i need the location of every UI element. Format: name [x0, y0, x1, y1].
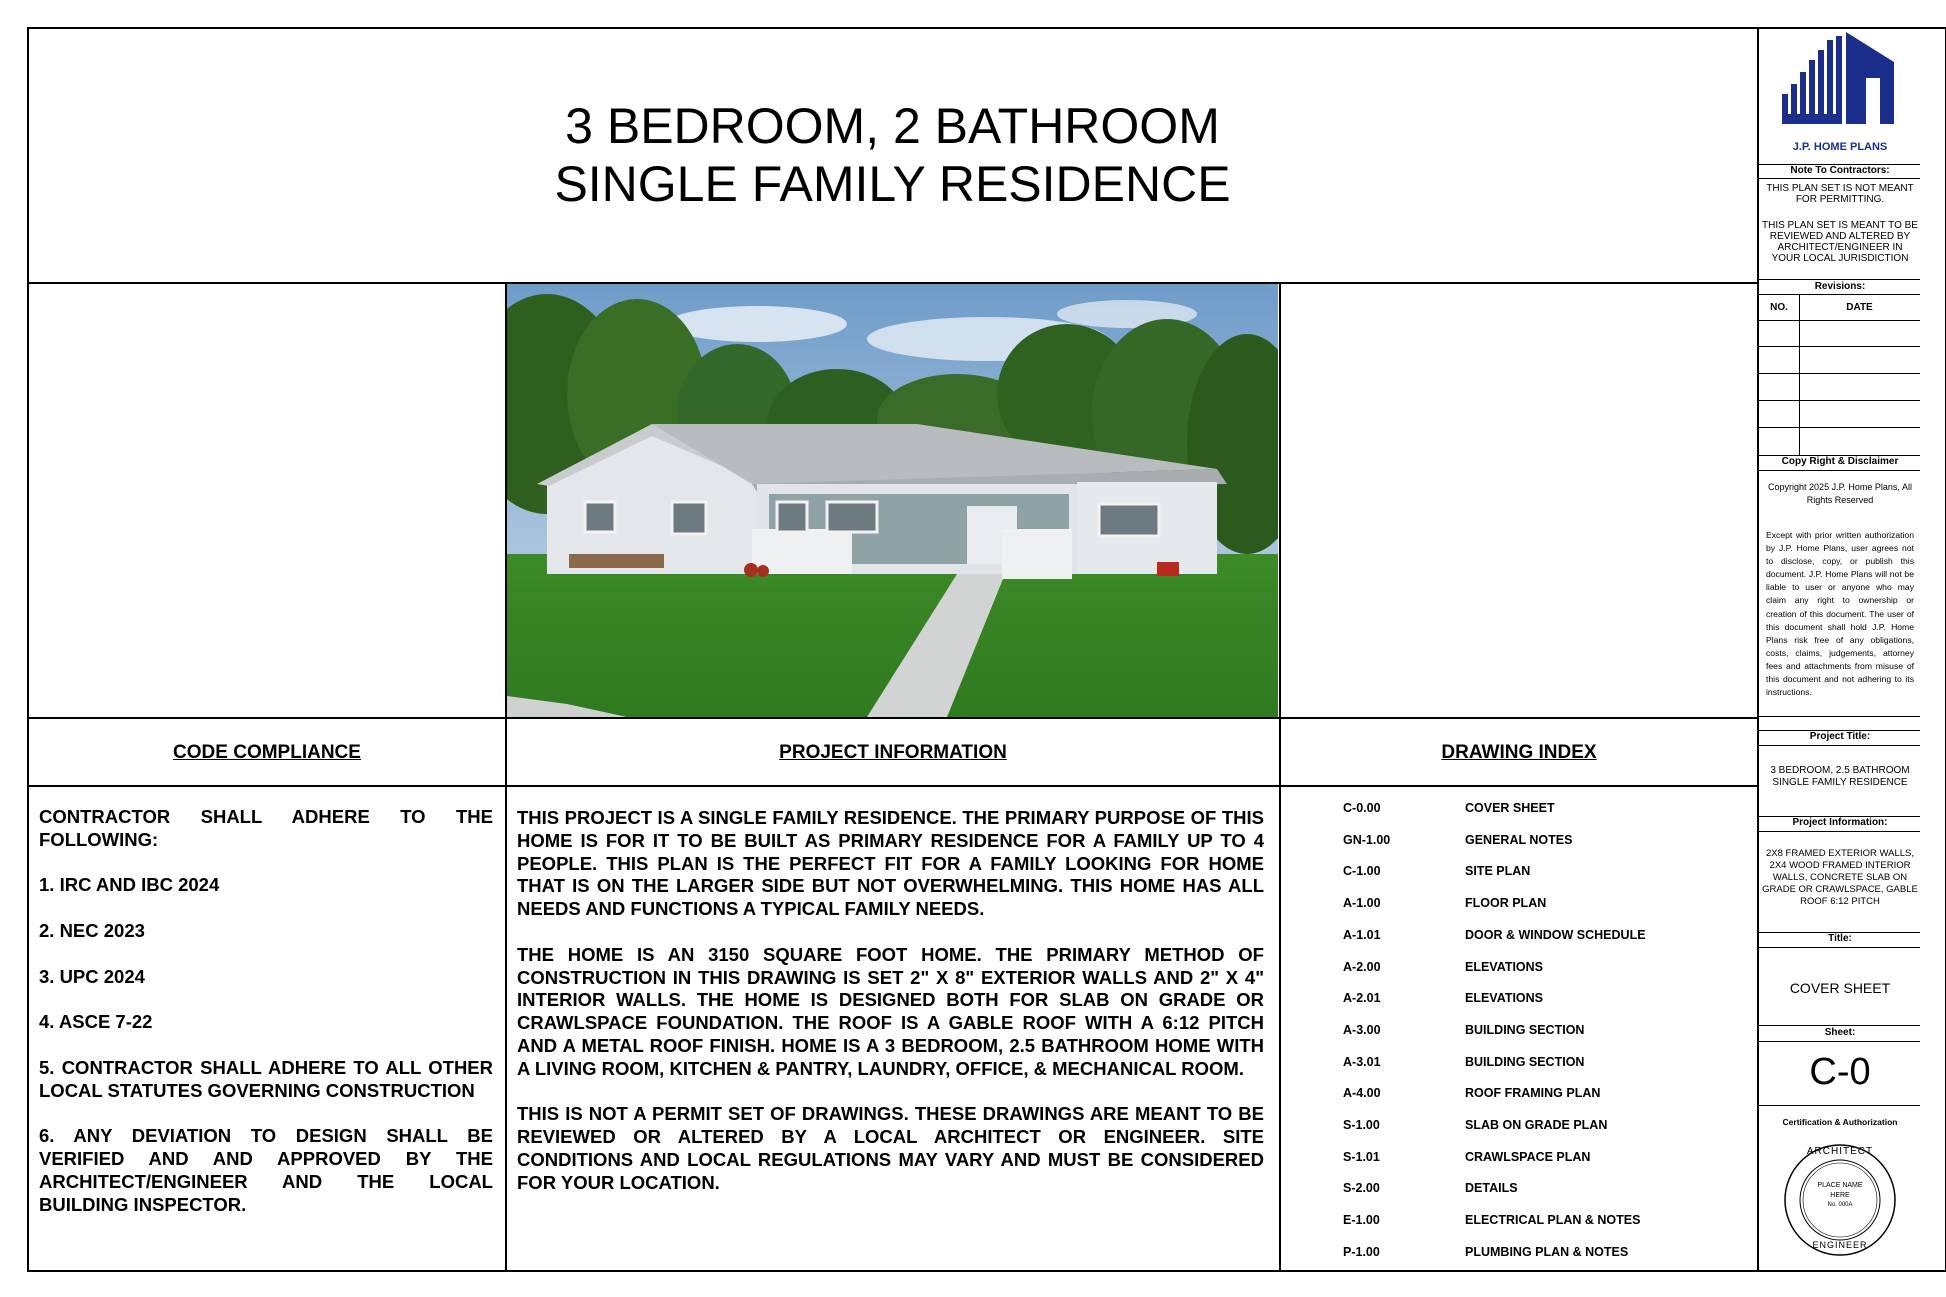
project-information-body	[517, 807, 1264, 1217]
building-logo-icon	[1780, 32, 1900, 127]
drawing-index-heading: DRAWING INDEX	[1441, 742, 1597, 763]
sheet-code: S-1.01	[1343, 1149, 1380, 1164]
sheet-code: C-0.00	[1343, 801, 1381, 815]
sheet-name: ELECTRICAL PLAN & NOTES	[1465, 1213, 1641, 1228]
company-name: J.P. HOME PLANS	[1792, 141, 1888, 153]
code-compliance-heading: CODE COMPLIANCE	[173, 742, 361, 763]
sheet-name: DETAILS	[1465, 1181, 1518, 1196]
sheet-name: BUILDING SECTION	[1465, 1054, 1585, 1069]
code-compliance-item: 1. IRC AND IBC 2024	[39, 874, 220, 896]
code-compliance-item: 4. ASCE 7-22	[39, 1011, 153, 1033]
image-divider	[27, 717, 1758, 719]
company-logo	[1780, 32, 1900, 127]
drawing-index-row	[1343, 982, 1723, 1014]
drawing-index-row	[1343, 887, 1723, 919]
sheet-name: CRAWLSPACE PLAN	[1465, 1149, 1591, 1164]
sheet-name: SITE PLAN	[1465, 864, 1531, 879]
sheet-code: A-2.01	[1343, 991, 1381, 1006]
sheet-code: A-1.01	[1343, 927, 1381, 942]
sheet-name: FLOOR PLAN	[1465, 896, 1547, 911]
seal-center-line1: PLACE NAME	[1817, 1182, 1863, 1189]
project-title-value: 3 BEDROOM, 2.5 BATHROOM SINGLE FAMILY RESIDENCE	[1770, 765, 1910, 788]
sheet-code: A-3.01	[1343, 1054, 1381, 1069]
code-compliance-item: 6. ANY DEVIATION TO DESIGN SHALL BE VERIFIED AND AND APPROVED BY THE ARCHITECT/ENGINEER AND THE LOCAL BUILDING INSPECTOR.	[39, 1125, 493, 1215]
drawing-index-row	[1343, 1204, 1723, 1236]
drawing-index-row	[1343, 1014, 1723, 1046]
sheet-number: C-0	[1809, 1051, 1871, 1093]
project-info-paragraph: THE HOME IS AN 3150 SQUARE FOOT HOME. THE PRIMARY METHOD OF CONSTRUCTION IN THIS DRAWING IS SET 2" X 8" EXTERIOR WALLS AND 2" X 4" INTERIOR WALLS. THE HOME IS DESIGNED BOTH FOR SLAB ON GRADE OR CRAWLSPACE FOUNDATION. THE ROOF IS A GABLE ROOF WITH A 6:12 PITCH AND A METAL ROOF FINISH. HOME IS A 3 BEDROOM, 2.5 BATHROOM HOME WITH A LIVING ROOM, KITCHEN & PANTRY, LAUNDRY, OFFICE, & MECHANICAL ROOM.	[517, 943, 1264, 1079]
sheet-code: A-3.00	[1343, 1022, 1381, 1037]
code-compliance-item: 2. NEC 2023	[39, 919, 145, 941]
project-info-paragraph: THIS IS NOT A PERMIT SET OF DRAWINGS. THESE DRAWINGS ARE MEANT TO BE REVIEWED OR ALTERED BY A LOCAL ARCHITECT OR ENGINEER. SITE CONDITIONS AND LOCAL REGULATIONS MAY VARY AND MUST BE CONSIDERED FOR YOUR LOCATION.	[517, 1103, 1264, 1193]
code-compliance-intro: CONTRACTOR SHALL ADHERE TO THE FOLLOWING:	[39, 806, 493, 850]
drawing-index-row	[1343, 1141, 1723, 1173]
project-information-heading: PROJECT INFORMATION	[779, 742, 1007, 763]
drawing-index-row	[1343, 1236, 1723, 1268]
drawing-index-row	[1343, 1109, 1723, 1141]
copyright-line: Copyright 2025 J.P. Home Plans, All Rights Reserved	[1768, 482, 1912, 505]
sheet-title-line1: 3 BEDROOM, 2 BATHROOM	[565, 98, 1220, 154]
sheet-heading: Sheet:	[1824, 1027, 1856, 1038]
sheet-name: PLUMBING PLAN & NOTES	[1465, 1244, 1629, 1259]
project-info-heading: Project Information:	[1792, 817, 1888, 828]
sheet-name: ROOF FRAMING PLAN	[1465, 1086, 1601, 1101]
seal-top-text: ARCHITECT	[1806, 1146, 1874, 1157]
drawing-index-row	[1343, 824, 1723, 856]
drawing-index-row	[1343, 792, 1723, 824]
sheet-name: ELEVATIONS	[1465, 959, 1544, 974]
sheet-title	[27, 27, 1758, 283]
revisions-col-date: DATE	[1846, 301, 1873, 313]
revisions-col-no: NO.	[1770, 301, 1788, 313]
sheet-code: P-1.00	[1343, 1244, 1380, 1259]
drawing-index-row	[1343, 919, 1723, 951]
drawing-index-row	[1343, 1172, 1723, 1204]
column-divider-2	[1279, 282, 1281, 1272]
sheet-code: A-2.00	[1343, 959, 1381, 974]
project-title-heading: Project Title:	[1809, 731, 1871, 742]
sheet-code: E-1.00	[1343, 1213, 1380, 1228]
sheet-name: GENERAL NOTES	[1465, 832, 1573, 847]
drawing-index-row	[1343, 1046, 1723, 1078]
note-heading: Note To Contractors:	[1790, 165, 1890, 176]
sheet-title-line2: SINGLE FAMILY RESIDENCE	[554, 156, 1231, 212]
title-value: COVER SHEET	[1789, 980, 1891, 996]
revisions-table	[1759, 294, 1920, 456]
code-compliance-item: 3. UPC 2024	[39, 965, 145, 987]
house-rendering	[507, 284, 1278, 717]
note-line-1: THIS PLAN SET IS NOT MEANT FOR PERMITTING.	[1766, 183, 1914, 205]
disclaimer-text: Except with prior written authorization by J.P. Home Plans, user agrees not to disclose, copy, or publish this document. J.P. Home Plans will not be liable to user or anyone who may claim any right to ownership or creation of this document. The user of this document shall hold J.P. Home Plans risk free of any obligations, costs, claims, judgements, attorney fees and attachments from misuse of this document and not adhering to its instructions.	[1766, 530, 1914, 698]
house-rendering-image	[507, 284, 1278, 717]
project-info-value: 2X8 FRAMED EXTERIOR WALLS, 2X4 WOOD FRAMED INTERIOR WALLS, CONCRETE SLAB ON GRADE OR CRAWLSPACE, GABLE ROOF 6:12 PITCH	[1762, 848, 1918, 907]
sheet-code: GN-1.00	[1343, 832, 1391, 847]
copyright-heading: Copy Right & Disclaimer	[1781, 456, 1899, 467]
sheet-code: A-1.00	[1343, 896, 1381, 911]
sheet-code: A-4.00	[1343, 1086, 1381, 1101]
sheet-code: S-2.00	[1343, 1181, 1380, 1196]
seal-center-line2: HERE	[1830, 1192, 1850, 1199]
seal-bottom-text: ENGINEER	[1812, 1240, 1868, 1250]
project-info-paragraph: THIS PROJECT IS A SINGLE FAMILY RESIDENCE. THE PRIMARY PURPOSE OF THIS HOME IS FOR IT TO BE BUILT AS PRIMARY RESIDENCE FOR A FAMILY UP TO 4 PEOPLE. THIS PLAN IS THE PERFECT FIT FOR A FAMILY LOOKING FOR HOME THAT IS ON THE LARGER SIDE BUT NOT OVERWHELMING. THIS HOME HAS ALL NEEDS AND FUNCTIONS A TYPICAL FAMILY NEEDS.	[517, 807, 1264, 920]
sheet-name: ELEVATIONS	[1465, 991, 1544, 1006]
sheet-name: SLAB ON GRADE PLAN	[1465, 1118, 1608, 1132]
drawing-index-row	[1343, 951, 1723, 983]
heading-divider	[27, 785, 1758, 787]
sheet-name: COVER SHEET	[1465, 801, 1555, 815]
code-compliance-item: 5. CONTRACTOR SHALL ADHERE TO ALL OTHER LOCAL STATUTES GOVERNING CONSTRUCTION	[39, 1056, 493, 1101]
sheet-name: BUILDING SECTION	[1465, 1022, 1585, 1037]
seal-center-line3: No. 000A	[1827, 1202, 1853, 1208]
sheet-code: S-1.00	[1343, 1118, 1380, 1132]
professional-seal	[1782, 1142, 1898, 1258]
drawing-index-row	[1343, 855, 1723, 887]
note-line-2: THIS PLAN SET IS MEANT TO BE REVIEWED AND ALTERED BY ARCHITECT/ENGINEER IN YOUR LOCAL JURISDICTION	[1762, 220, 1918, 264]
revisions-heading: Revisions:	[1814, 281, 1866, 292]
title-heading: Title:	[1828, 933, 1852, 944]
certification-heading: Certification & Authorization	[1782, 1117, 1898, 1127]
code-compliance-body	[39, 806, 493, 1239]
sheet-code: C-1.00	[1343, 864, 1381, 879]
drawing-index-row	[1343, 1077, 1723, 1109]
sheet-name: DOOR & WINDOW SCHEDULE	[1465, 927, 1646, 942]
